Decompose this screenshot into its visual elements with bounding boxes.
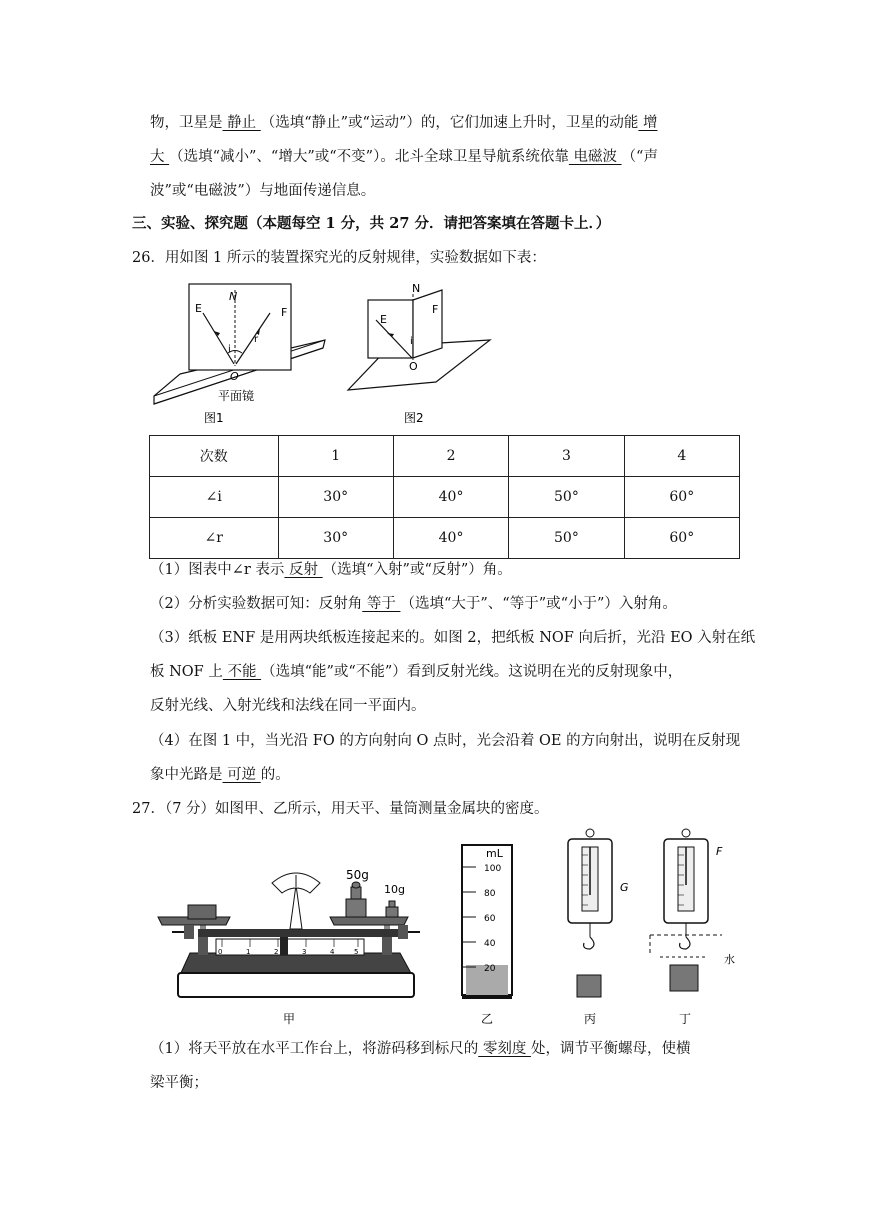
q26-part1 — [150, 560, 512, 580]
table-header-cell: 4 — [624, 436, 739, 477]
text: （选填“减小”、“增大”或“不变”）。北斗全球卫星导航系统依靠 — [169, 149, 569, 165]
text: 的。 — [260, 767, 290, 783]
table-cell: 60° — [624, 518, 739, 559]
text: 波”或“电磁波”）与地面传递信息。 — [150, 183, 376, 199]
answer-blank: 可逆 — [222, 767, 261, 783]
table-cell: ∠r — [150, 518, 279, 559]
p1-line2 — [150, 147, 658, 167]
fig2-caption: 图2 — [404, 411, 424, 425]
text: 板 NOF 上 — [150, 664, 223, 680]
scale-tick-1: 1 — [246, 948, 251, 956]
table-cell: 50° — [509, 518, 624, 559]
text: （选填“大于”、“等于”或“小于”）入射角。 — [400, 596, 677, 612]
table-cell: 30° — [278, 477, 393, 518]
answer-blank: 电磁波 — [568, 149, 622, 165]
weight-50g-label: 50g — [346, 868, 369, 882]
text: 象中光路是 — [150, 767, 223, 783]
q27-part1-line2: 梁平衡； — [150, 1075, 208, 1091]
table-cell: ∠i — [150, 477, 279, 518]
answer-blank: 反射 — [284, 562, 323, 578]
question-26-stem: 26．用如图 1 所示的装置探究光的反射规律，实验数据如下表： — [132, 250, 546, 266]
fig2-label-o: O — [409, 360, 418, 373]
text: 处，调节平衡螺母，使横 — [530, 1041, 691, 1057]
fig1-label-f: F — [281, 306, 288, 319]
scale-tick-5: 5 — [354, 948, 359, 956]
q26-part3-line2 — [150, 662, 682, 682]
scale-tick-0: 0 — [218, 948, 223, 956]
label-g: G — [620, 881, 629, 894]
answer-blank: 大 — [150, 149, 170, 165]
text: （选填“能”或“不能”）看到反射光线。这说明在光的反射现象中， — [261, 664, 683, 680]
cylinder-tick: 20 — [484, 964, 496, 974]
fig2-label-f: F — [432, 303, 439, 316]
table-cell: 40° — [393, 518, 508, 559]
table-cell: 30° — [278, 518, 393, 559]
answer-blank: 静止 — [222, 115, 261, 131]
question-27-stem: 27．（7 分）如图甲、乙所示，用天平、量筒测量金属块的密度。 — [132, 801, 549, 817]
table-cell: 50° — [509, 477, 624, 518]
caption-ding: 丁 — [679, 1012, 692, 1026]
table-row — [150, 477, 740, 518]
table-row — [150, 518, 740, 559]
caption-bing: 丙 — [584, 1012, 597, 1026]
q27-part1-line1 — [150, 1039, 690, 1059]
fig1-caption: 图1 — [204, 411, 224, 425]
q26-part4-line1: （4）在图 1 中，当光沿 FO 的方向射向 O 点时，光会沿着 OE 的方向射出，说明在反射现 — [150, 733, 741, 749]
text: （选填“入射”或“反射”）角。 — [322, 562, 512, 578]
fig1-label-e: E — [195, 302, 202, 315]
q26-part2 — [150, 594, 677, 614]
table-cell: 60° — [624, 477, 739, 518]
answer-blank: 不能 — [222, 664, 262, 680]
label-water: 水 — [724, 953, 735, 966]
text: （2）分析实验数据可知：反射角 — [150, 596, 363, 612]
q26-part3-line1: （3）纸板 ENF 是用两块纸板连接起来的。如图 2，把纸板 NOF 向后折，光沿 EO 入射在纸 — [150, 630, 756, 646]
weight-10g-label: 10g — [384, 883, 405, 896]
fig2-label-e: E — [380, 313, 387, 326]
fig2-label-n: N — [412, 282, 421, 295]
cylinder-tick: 60 — [484, 914, 496, 924]
cylinder-tick: 100 — [484, 864, 502, 874]
p1-line1 — [150, 113, 657, 133]
section-heading: 三、实验、探究题（本题每空 1 分，共 27 分．请把答案填在答题卡上．） — [132, 215, 611, 232]
q26-part3-line3: 反射光线、入射光线和法线在同一平面内。 — [150, 698, 426, 714]
text: （选填“静止”或“运动”）的，它们加速上升时，卫星的动能 — [260, 115, 639, 131]
answer-blank: 等于 — [362, 596, 401, 612]
table-header-cell: 2 — [393, 436, 508, 477]
text: （“声 — [621, 149, 658, 165]
table-header-cell: 次数 — [150, 436, 279, 477]
fig2-label-i: i — [410, 336, 413, 347]
table-header-cell: 1 — [278, 436, 393, 477]
scale-tick-2: 2 — [274, 948, 279, 956]
density-experiment-figures — [150, 825, 750, 1030]
text: （1）将天平放在水平工作台上，将游码移到标尺的 — [150, 1041, 479, 1057]
answer-blank: 增 — [638, 115, 658, 131]
table-cell: 40° — [393, 477, 508, 518]
reflection-figures — [140, 278, 520, 428]
text: 物，卫星是 — [150, 115, 223, 131]
label-f: F — [716, 845, 723, 858]
scale-tick-3: 3 — [302, 948, 307, 956]
cylinder-unit-label: mL — [486, 847, 503, 860]
fig1-label-o: O — [230, 370, 239, 383]
reflection-data-table — [149, 435, 740, 559]
fig1-label-i: i — [228, 344, 231, 355]
caption-yi: 乙 — [481, 1012, 494, 1026]
cylinder-tick: 40 — [484, 939, 496, 949]
fig1-label-n: N — [229, 290, 238, 303]
text: （1）图表中∠r 表示 — [150, 562, 285, 578]
caption-jia: 甲 — [283, 1012, 296, 1026]
table-header-row — [150, 436, 740, 477]
cylinder-tick: 80 — [484, 889, 496, 899]
table-header-cell: 3 — [509, 436, 624, 477]
fig1-mirror-label: 平面镜 — [218, 389, 255, 403]
p1-line3 — [150, 181, 375, 201]
fig1-label-r: r — [254, 334, 259, 345]
scale-tick-4: 4 — [330, 948, 335, 956]
q26-part4-line2 — [150, 765, 290, 785]
answer-blank: 零刻度 — [478, 1041, 531, 1057]
